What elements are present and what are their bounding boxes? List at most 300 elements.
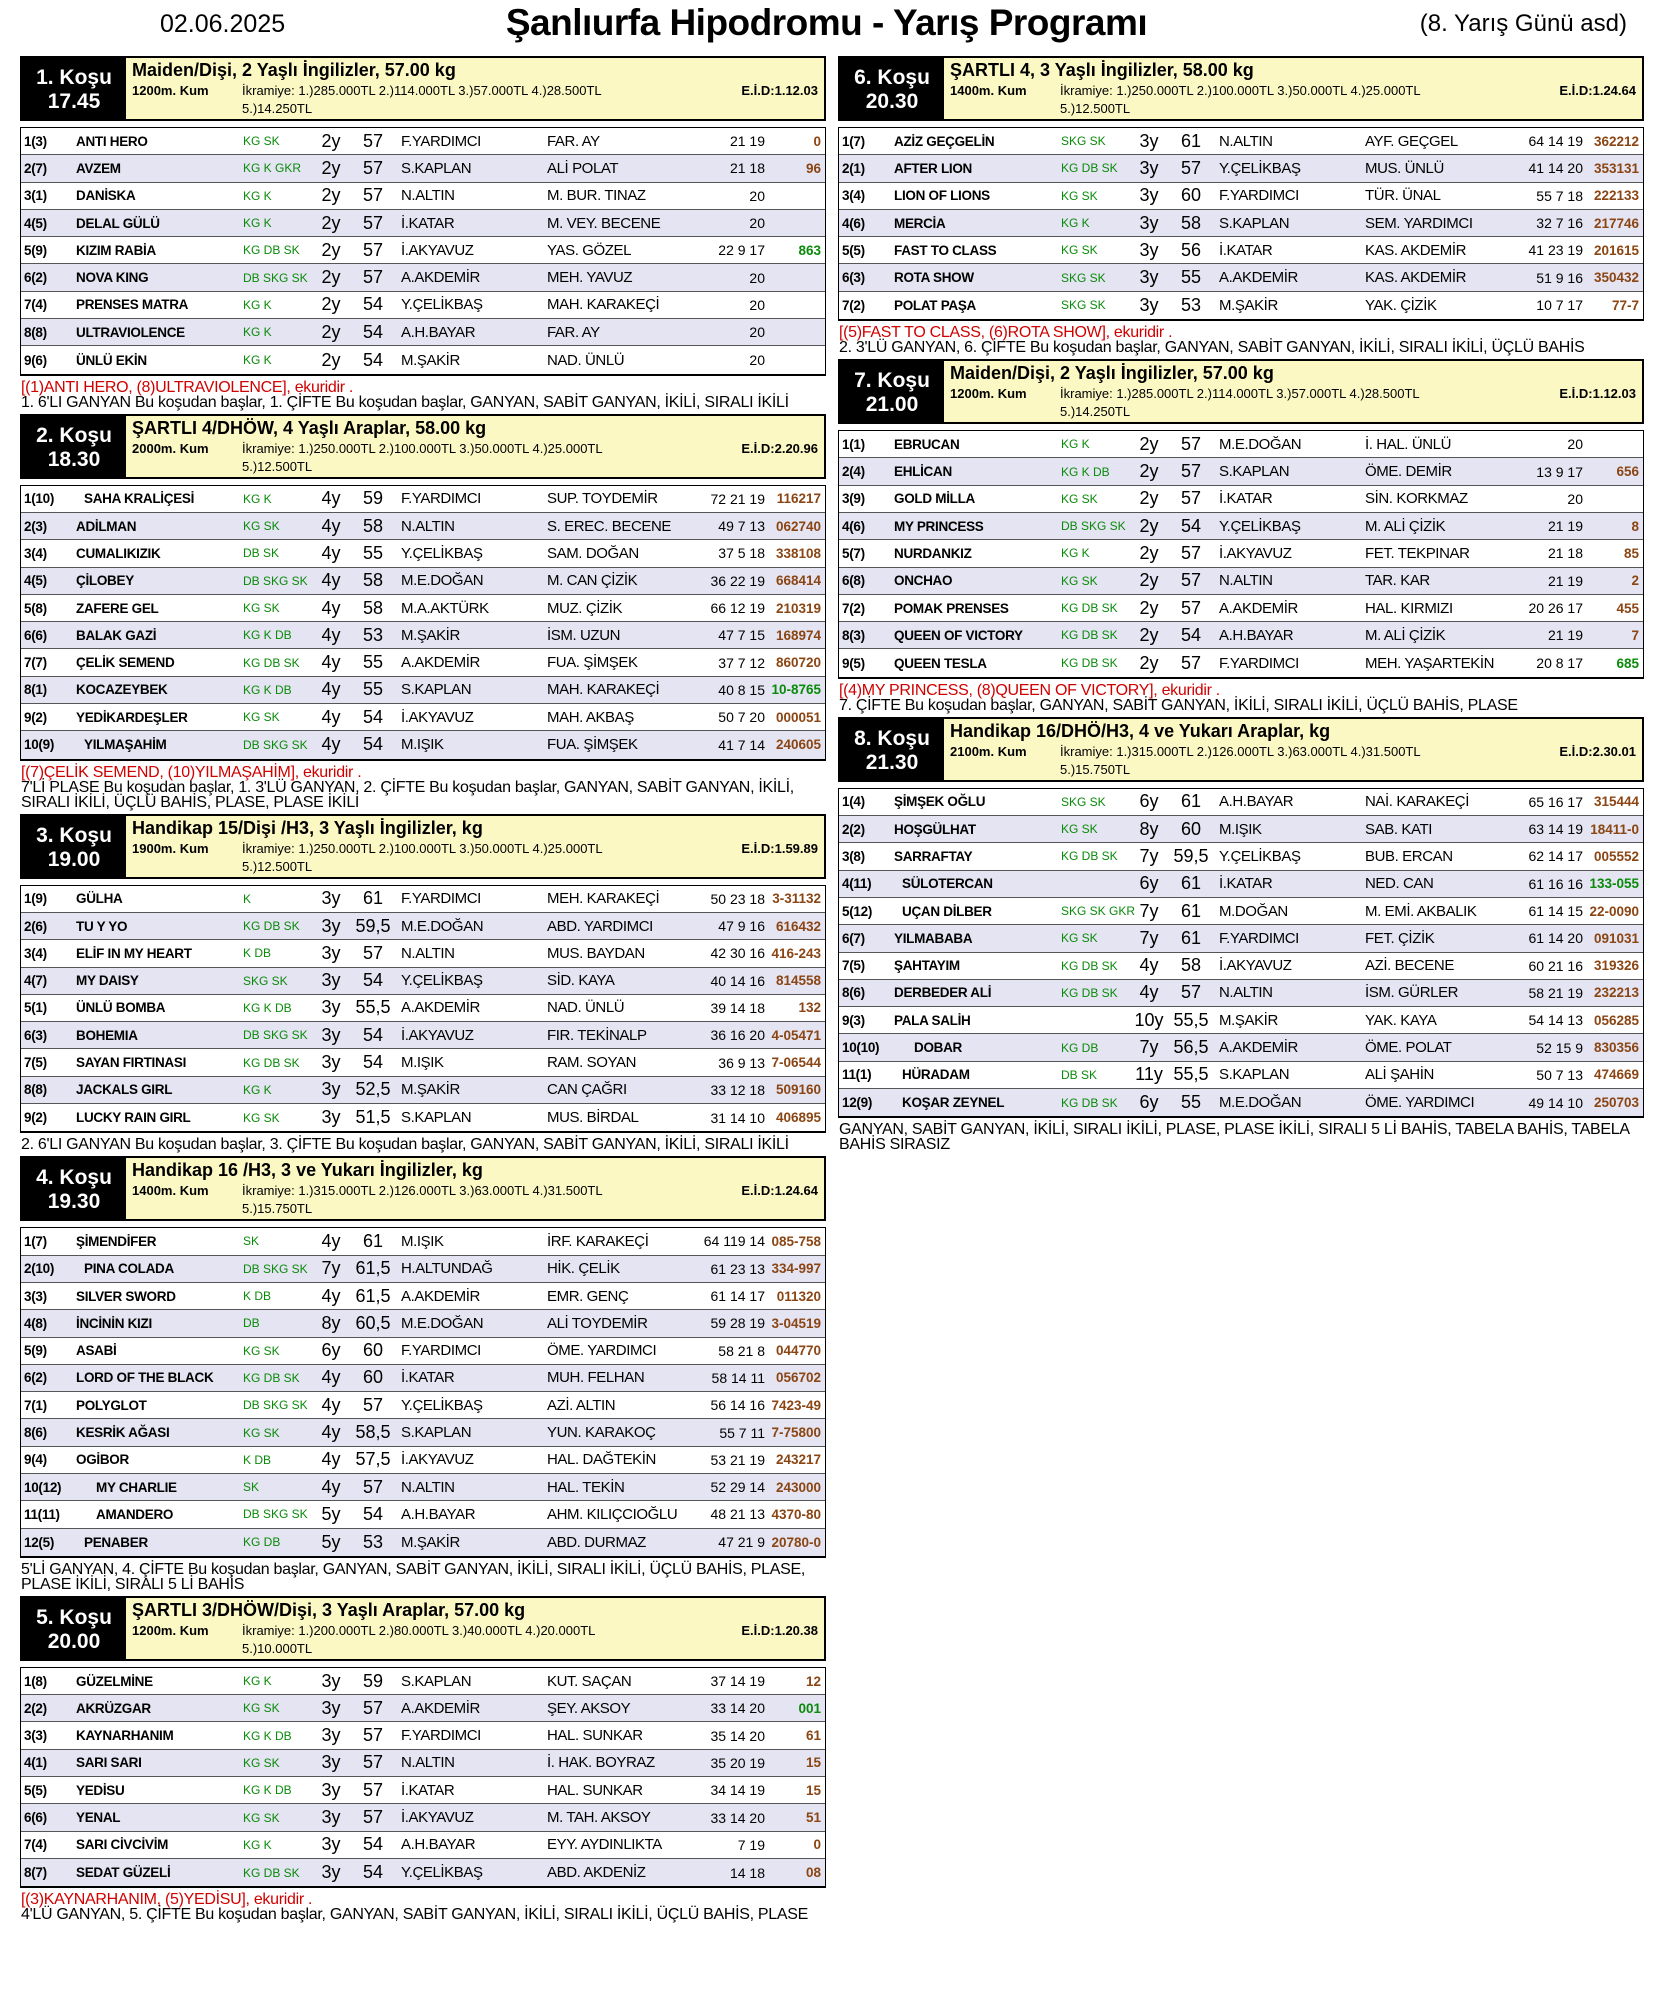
horse-form: 21 19 — [1547, 518, 1583, 535]
horse-weight: 57 — [362, 130, 384, 151]
horse-row — [21, 346, 825, 373]
horse-name: AFTER LION — [894, 160, 972, 176]
horse-equipment: KG DB SK — [1061, 849, 1118, 864]
horse-name: PALA SALİH — [894, 1012, 971, 1028]
horse-number: 3(3) — [24, 1288, 47, 1304]
horse-form: 47 9 16 — [718, 918, 765, 935]
horse-name: PENABER — [84, 1534, 148, 1550]
horse-weight: 61,5 — [355, 1285, 391, 1306]
last-races: 056285 — [1593, 1012, 1639, 1028]
horse-equipment: KG SK — [243, 710, 280, 725]
race-title: ŞARTLI 4, 3 Yaşlı İngilizler, 58.00 kg — [950, 60, 1254, 80]
last-races: 7-06544 — [771, 1055, 821, 1071]
jockey-name: F.YARDIMCI — [1219, 654, 1299, 672]
horse-form: 52 29 14 — [710, 1479, 765, 1496]
horse-table — [20, 1227, 826, 1558]
horse-form: 21 19 — [729, 133, 765, 150]
jockey-name: İ.AKYAVUZ — [1219, 544, 1292, 562]
horse-weight: 57 — [1180, 652, 1202, 673]
last-races: 011320 — [776, 1288, 821, 1304]
jockey-name: İ.KATAR — [1219, 241, 1273, 259]
horse-table — [20, 127, 826, 376]
horse-name: ŞİMŞEK OĞLU — [894, 794, 986, 810]
horse-equipment: KG K — [243, 325, 272, 340]
horse-row — [839, 1062, 1643, 1089]
horse-equipment: KG SK — [1061, 931, 1098, 946]
horse-form: 20 — [749, 296, 765, 313]
jockey-name: Y.ÇELİKBAŞ — [401, 296, 483, 314]
horse-form: 56 14 16 — [710, 1397, 765, 1414]
horse-weight: 54 — [1180, 515, 1202, 536]
race-block-7 — [838, 359, 1644, 717]
horse-equipment: SKG SK — [1061, 134, 1106, 149]
horse-row — [839, 649, 1643, 676]
horse-equipment: KG SK — [243, 1110, 280, 1125]
last-races: 77-7 — [1611, 297, 1639, 313]
horse-number: 4(5) — [24, 573, 47, 589]
horse-weight: 57 — [362, 157, 384, 178]
horse-name: ÜNLÜ EKİN — [76, 352, 147, 368]
horse-number: 1(7) — [24, 1233, 47, 1249]
horse-form: 32 7 16 — [1536, 215, 1583, 232]
horse-equipment: SKG SK — [243, 973, 288, 988]
horse-age: 2y — [321, 157, 341, 178]
jockey-name: A.H.BAYAR — [401, 323, 476, 341]
horse-number: 7(4) — [24, 1837, 47, 1853]
last-races: 085-758 — [771, 1233, 821, 1249]
race-prize-5: 5.)12.500TL — [242, 458, 313, 474]
trainer-name: ÖME. POLAT — [1365, 1039, 1452, 1057]
horse-row — [839, 898, 1643, 925]
horse-weight: 53 — [1180, 294, 1202, 315]
horse-form: 20 — [1567, 436, 1583, 453]
trainer-name: AZİ. BECENE — [1365, 957, 1454, 975]
horse-row — [21, 128, 825, 155]
horse-row — [839, 816, 1643, 843]
horse-equipment: KG DB SK — [243, 1055, 300, 1070]
horse-weight: 54 — [362, 1862, 384, 1883]
horse-row — [21, 1777, 825, 1804]
trainer-name: CAN ÇAĞRI — [547, 1081, 627, 1099]
horse-form: 39 14 18 — [710, 999, 765, 1016]
left-column — [20, 56, 826, 1926]
horse-equipment: KG K DB — [243, 1000, 292, 1015]
horse-form: 55 7 11 — [719, 1424, 765, 1441]
trainer-name: HİK. ÇELİK — [547, 1260, 620, 1278]
horse-equipment: KG SK — [1061, 822, 1098, 837]
horse-name: KOŞAR ZEYNEL — [902, 1095, 1005, 1111]
horse-name: LUCKY RAIN GIRL — [76, 1110, 191, 1126]
horse-name: YEDİSU — [76, 1782, 125, 1798]
trainer-name: YAS. GÖZEL — [547, 241, 632, 259]
trainer-name: NAİ. KARAKEÇİ — [1365, 793, 1469, 811]
horse-age: 4y — [321, 1476, 341, 1497]
horse-age: 4y — [321, 734, 341, 755]
horse-table — [838, 788, 1644, 1119]
horse-equipment: KG SK — [243, 134, 280, 149]
horse-age: 3y — [1139, 212, 1159, 233]
horse-form: 61 16 16 — [1528, 875, 1583, 892]
race-number-box — [840, 361, 944, 422]
race-distance: 2100m. Kum — [950, 743, 1027, 759]
horse-weight: 61 — [1180, 791, 1202, 812]
horse-age: 2y — [1139, 597, 1159, 618]
horse-number: 10(10) — [842, 1040, 880, 1056]
race-distance: 1400m. Kum — [950, 83, 1027, 98]
race-record: E.İ.D:1.24.64 — [741, 1183, 818, 1199]
horse-row — [21, 155, 825, 182]
horse-number: 7(2) — [842, 297, 865, 313]
last-races: 132 — [798, 1000, 821, 1016]
trainer-name: MAH. AKBAŞ — [547, 708, 634, 726]
horse-age: 2y — [321, 294, 341, 315]
horse-age: 6y — [1139, 873, 1159, 894]
horse-equipment: KG K — [243, 1837, 272, 1852]
horse-number: 6(3) — [842, 270, 865, 286]
horse-name: QUEEN OF VICTORY — [894, 627, 1023, 643]
horse-name: NOVA KING — [76, 270, 149, 286]
horse-name: SARI CİVCİVİM — [76, 1837, 169, 1853]
horse-number: 8(1) — [24, 682, 47, 698]
trainer-name: M. ALİ ÇİZİK — [1365, 517, 1446, 535]
horse-row — [839, 513, 1643, 540]
horse-number: 12(9) — [842, 1095, 873, 1111]
horse-form: 20 — [749, 352, 765, 369]
jockey-name: F.YARDIMCI — [401, 1342, 481, 1360]
horse-row — [21, 1722, 825, 1749]
horse-age: 10y — [1134, 1009, 1164, 1030]
horse-form: 61 14 15 — [1528, 903, 1583, 920]
horse-age: 4y — [321, 488, 341, 509]
horse-weight: 57 — [362, 942, 384, 963]
horse-weight: 54 — [1180, 624, 1202, 645]
horse-row — [21, 486, 825, 513]
last-races: 2 — [1631, 573, 1639, 589]
horse-equipment: SK — [243, 1234, 260, 1249]
horse-name: HOŞGÜLHAT — [894, 821, 976, 837]
trainer-name: FAR. AY — [547, 323, 600, 341]
jockey-name: Y.ÇELİKBAŞ — [401, 1396, 483, 1414]
trainer-name: KAS. AKDEMİR — [1365, 241, 1467, 259]
horse-form: 58 14 11 — [711, 1369, 765, 1386]
last-races: 350432 — [1593, 270, 1639, 286]
horse-weight: 60 — [1180, 185, 1202, 206]
ekuri-note: [(1)ANTI HERO, (8)ULTRAVIOLENCE], ekuridir . — [21, 378, 354, 396]
jockey-name: M.ŞAKİR — [1219, 1011, 1278, 1029]
horse-equipment: KG K DB — [243, 628, 292, 643]
horse-form: 41 7 14 — [718, 736, 765, 753]
jockey-name: N.ALTIN — [401, 1754, 455, 1772]
horse-age: 7y — [1139, 845, 1159, 866]
horse-number: 3(4) — [842, 188, 865, 204]
race-time: 20.00 — [47, 1629, 101, 1653]
horse-equipment: DB SKG SK — [243, 1261, 308, 1276]
race-number: 3. Koşu — [36, 823, 112, 847]
last-races: 12 — [805, 1673, 821, 1689]
horse-table — [838, 127, 1644, 321]
horse-number: 6(6) — [24, 627, 47, 643]
horse-weight: 54 — [362, 294, 384, 315]
horse-weight: 59,5 — [1173, 845, 1209, 866]
trainer-name: MAH. KARAKEÇİ — [547, 296, 660, 314]
horse-row — [21, 1256, 825, 1283]
trainer-name: NED. CAN — [1365, 875, 1434, 893]
horse-form: 60 21 16 — [1528, 957, 1583, 974]
horse-name: LORD OF THE BLACK — [76, 1370, 214, 1386]
race-distance: 1200m. Kum — [950, 386, 1027, 402]
jockey-name: F.YARDIMCI — [401, 490, 481, 508]
horse-weight: 55 — [1180, 1092, 1202, 1113]
horse-number: 1(9) — [24, 891, 47, 907]
trainer-name: FUA. ŞİMŞEK — [547, 736, 638, 754]
horse-equipment: KG SK — [243, 1425, 280, 1440]
horse-equipment: KG DB SK — [1061, 628, 1118, 643]
horse-row — [839, 431, 1643, 458]
jockey-name: M.ŞAKİR — [401, 351, 460, 369]
horse-age: 7y — [321, 1258, 341, 1279]
horse-row — [21, 595, 825, 622]
trainer-name: M. BUR. TINAZ — [547, 187, 646, 205]
race-notes — [20, 1558, 826, 1596]
horse-weight: 59 — [362, 1670, 384, 1691]
horse-age: 3y — [1139, 130, 1159, 151]
race-notes — [20, 376, 826, 414]
horse-name: ŞİMENDİFER — [76, 1233, 157, 1249]
horse-form: 40 8 15 — [718, 681, 765, 698]
horse-age: 2y — [321, 267, 341, 288]
horse-form: 22 9 17 — [718, 242, 765, 259]
horse-equipment: K DB — [243, 1452, 272, 1467]
horse-table — [838, 430, 1644, 679]
horse-name: KESRİK AĞASI — [76, 1425, 170, 1441]
horse-equipment: K DB — [243, 946, 272, 961]
horse-name: YEDİKARDEŞLER — [76, 709, 188, 725]
trainer-name: S. EREC. BECENE — [547, 517, 672, 535]
horse-row — [21, 237, 825, 264]
race-info — [126, 816, 824, 877]
horse-row — [21, 183, 825, 210]
horse-row — [21, 1859, 825, 1886]
jockey-name: Y.ÇELİKBAŞ — [401, 544, 483, 562]
horse-equipment: KG SK — [1061, 188, 1098, 203]
horse-age: 2y — [1139, 652, 1159, 673]
jockey-name: M.E.DOĞAN — [1219, 435, 1302, 453]
trainer-name: MUS. BAYDAN — [547, 944, 645, 962]
trainer-name: İSM. GÜRLER — [1365, 984, 1459, 1002]
horse-form: 66 12 19 — [710, 600, 765, 616]
race-header — [838, 359, 1644, 424]
horse-name: ZAFERE GEL — [76, 600, 159, 616]
trainer-name: SİN. KORKMAZ — [1365, 490, 1468, 508]
jockey-name: M.E.DOĞAN — [401, 1314, 484, 1332]
horse-row — [21, 995, 825, 1022]
horse-form: 61 14 20 — [1528, 930, 1583, 947]
trainer-name: HAL. TEKİN — [547, 1478, 625, 1496]
horse-equipment: KG K DB — [243, 1783, 292, 1798]
trainer-name: İSM. UZUN — [547, 626, 621, 644]
jockey-name: H.ALTUNDAĞ — [401, 1260, 493, 1278]
horse-row — [839, 1007, 1643, 1034]
horse-form: 41 23 19 — [1528, 242, 1583, 259]
jockey-name: A.H.BAYAR — [1219, 793, 1294, 811]
horse-weight: 55,5 — [1173, 1009, 1209, 1030]
horse-equipment: DB — [243, 1316, 260, 1331]
horse-number: 3(1) — [24, 188, 47, 204]
horse-age: 7y — [1139, 900, 1159, 921]
jockey-name: N.ALTIN — [1219, 572, 1273, 590]
horse-weight: 55 — [362, 542, 384, 563]
bet-types: GANYAN, SABİT GANYAN, İKİLİ, SIRALI İKİLİ, PLASE, PLASE İKİLİ, SIRALI 5 Lİ BAHİS, TABELA BAHİS, TABELA BAHİS SIRASIZ — [839, 1121, 1629, 1154]
race-prize-5: 5.)12.500TL — [1060, 101, 1131, 116]
horse-age: 2y — [321, 321, 341, 342]
horse-form: 51 9 16 — [1536, 269, 1583, 286]
horse-weight: 57 — [362, 1752, 384, 1773]
last-races: 08 — [805, 1865, 821, 1881]
jockey-name: İ.KATAR — [401, 214, 455, 232]
jockey-name: M.IŞIK — [401, 736, 444, 754]
race-record: E.İ.D:1.20.38 — [741, 1622, 818, 1638]
trainer-name: HAL. SUNKAR — [547, 1781, 643, 1799]
horse-number: 6(3) — [24, 1027, 47, 1043]
horse-form: 20 — [749, 269, 765, 286]
horse-form: 55 7 18 — [1536, 187, 1583, 204]
last-races: 814558 — [775, 973, 821, 989]
trainer-name: M. TAH. AKSOY — [547, 1809, 651, 1826]
race-number-box — [840, 58, 944, 119]
race-prize: İkramiye: 1.)250.000TL 2.)100.000TL 3.)50.000TL 4.)25.000TL — [242, 440, 603, 456]
horse-name: SARI SARI — [76, 1755, 142, 1771]
ekuri-note: [(4)MY PRINCESS, (8)QUEEN OF VICTORY], ekuridir . — [839, 681, 1220, 699]
jockey-name: Y.ÇELİKBAŞ — [401, 972, 483, 990]
horse-weight: 54 — [362, 1024, 384, 1045]
horse-weight: 58 — [1180, 955, 1202, 976]
race-record: E.İ.D:1.12.03 — [1559, 386, 1636, 402]
horse-weight: 54 — [362, 970, 384, 991]
horse-name: ÇELİK SEMEND — [76, 655, 175, 671]
horse-name: YILMABABA — [894, 930, 973, 946]
horse-name: AZİZ GEÇGELİN — [894, 133, 995, 149]
horse-name: SARRAFTAY — [894, 848, 973, 864]
trainer-name: ÖME. YARDIMCI — [547, 1342, 657, 1360]
race-number: 4. Koşu — [36, 1166, 112, 1190]
last-races: 210319 — [775, 600, 821, 616]
last-races: 22-0090 — [1589, 903, 1639, 919]
horse-age: 6y — [321, 1340, 341, 1361]
horse-table — [20, 1667, 826, 1888]
jockey-name: A.AKDEMİR — [1219, 1039, 1298, 1057]
trainer-name: EYY. AYDINLIKTA — [547, 1836, 662, 1854]
horse-name: MY PRINCESS — [894, 518, 984, 534]
last-races: 338108 — [775, 545, 821, 561]
jockey-name: İ.AKYAVUZ — [1219, 957, 1292, 975]
last-races: 044770 — [775, 1343, 821, 1359]
horse-number: 7(7) — [24, 655, 47, 671]
horse-row — [839, 210, 1643, 237]
trainer-name: MEH. KARAKEÇİ — [547, 890, 660, 908]
horse-form: 20 — [749, 324, 765, 341]
horse-name: KOCAZEYBEK — [76, 682, 168, 698]
jockey-name: F.YARDIMCI — [1219, 929, 1299, 947]
jockey-name: N.ALTIN — [401, 1478, 455, 1496]
trainer-name: KAS. AKDEMİR — [1365, 269, 1467, 287]
horse-equipment: KG DB SK — [1061, 1095, 1118, 1110]
trainer-name: ALİ ŞAHİN — [1365, 1066, 1434, 1084]
horse-name: NURDANKIZ — [894, 545, 972, 561]
horse-row — [839, 155, 1643, 182]
horse-name: BOHEMIA — [76, 1027, 138, 1043]
race-block-3 — [20, 814, 826, 1157]
horse-number: 9(4) — [24, 1452, 47, 1468]
race-title: Handikap 16 /H3, 3 ve Yukarı İngilizler, kg — [132, 1160, 483, 1181]
horse-age: 4y — [1139, 982, 1159, 1003]
horse-name: POLYGLOT — [76, 1397, 147, 1413]
horse-name: POMAK PRENSES — [894, 600, 1009, 616]
horse-row — [21, 1283, 825, 1310]
race-number: 6. Koşu — [854, 66, 930, 89]
jockey-name: İ.AKYAVUZ — [401, 1451, 474, 1469]
horse-row — [839, 789, 1643, 816]
horse-equipment: DB SKG SK — [243, 1507, 308, 1522]
horse-weight: 57 — [1180, 461, 1202, 482]
jockey-name: S.KAPLAN — [401, 681, 472, 699]
horse-row — [21, 1804, 825, 1831]
trainer-name: MUH. FELHAN — [547, 1369, 645, 1387]
horse-row — [21, 1474, 825, 1501]
horse-number: 9(3) — [842, 1012, 865, 1028]
horse-name: ASABİ — [76, 1343, 117, 1359]
horse-number: 6(2) — [24, 270, 47, 286]
horse-weight: 57 — [362, 239, 384, 260]
horse-weight: 55,5 — [1173, 1064, 1209, 1085]
horse-weight: 58 — [1180, 212, 1202, 233]
last-races: 18411-0 — [1590, 821, 1639, 837]
horse-weight: 57 — [362, 1394, 384, 1415]
trainer-name: AZİ. ALTIN — [547, 1396, 616, 1414]
last-races: 091031 — [1593, 930, 1639, 946]
race-block-6 — [838, 56, 1644, 359]
horse-number: 8(7) — [24, 1865, 47, 1881]
last-races: 830356 — [1593, 1040, 1639, 1056]
horse-equipment: KG SK — [243, 601, 280, 615]
horse-age: 3y — [321, 1670, 341, 1691]
horse-number: 2(7) — [24, 160, 47, 176]
race-prize: İkramiye: 1.)285.000TL 2.)114.000TL 3.)57.000TL 4.)28.500TL — [242, 83, 602, 98]
jockey-name: A.H.BAYAR — [401, 1836, 476, 1854]
last-races: 116217 — [776, 491, 821, 507]
race-notes — [20, 761, 826, 814]
horse-number: 2(3) — [24, 518, 47, 534]
jockey-name: M.A.AKTÜRK — [401, 599, 489, 617]
horse-weight: 57 — [362, 1807, 384, 1827]
horse-number: 1(7) — [842, 133, 865, 149]
jockey-name: A.AKDEMİR — [401, 1287, 480, 1305]
horse-number: 5(12) — [842, 903, 873, 919]
horse-weight: 57 — [362, 1476, 384, 1497]
jockey-name: M.ŞAKİR — [401, 1081, 460, 1099]
trainer-name: HAL. DAĞTEKİN — [547, 1451, 656, 1469]
horse-form: 62 14 17 — [1528, 848, 1583, 865]
jockey-name: A.AKDEMİR — [1219, 599, 1298, 617]
race-header — [20, 814, 826, 879]
horse-age: 3y — [321, 1024, 341, 1045]
race-info — [126, 1598, 824, 1659]
horse-form: 7 19 — [737, 1836, 765, 1853]
jockey-name: M.ŞAKİR — [1219, 296, 1278, 314]
horse-number: 8(6) — [842, 985, 865, 1001]
horse-number: 5(8) — [24, 600, 47, 616]
race-number-box — [22, 416, 126, 477]
horse-number: 9(2) — [24, 709, 47, 725]
